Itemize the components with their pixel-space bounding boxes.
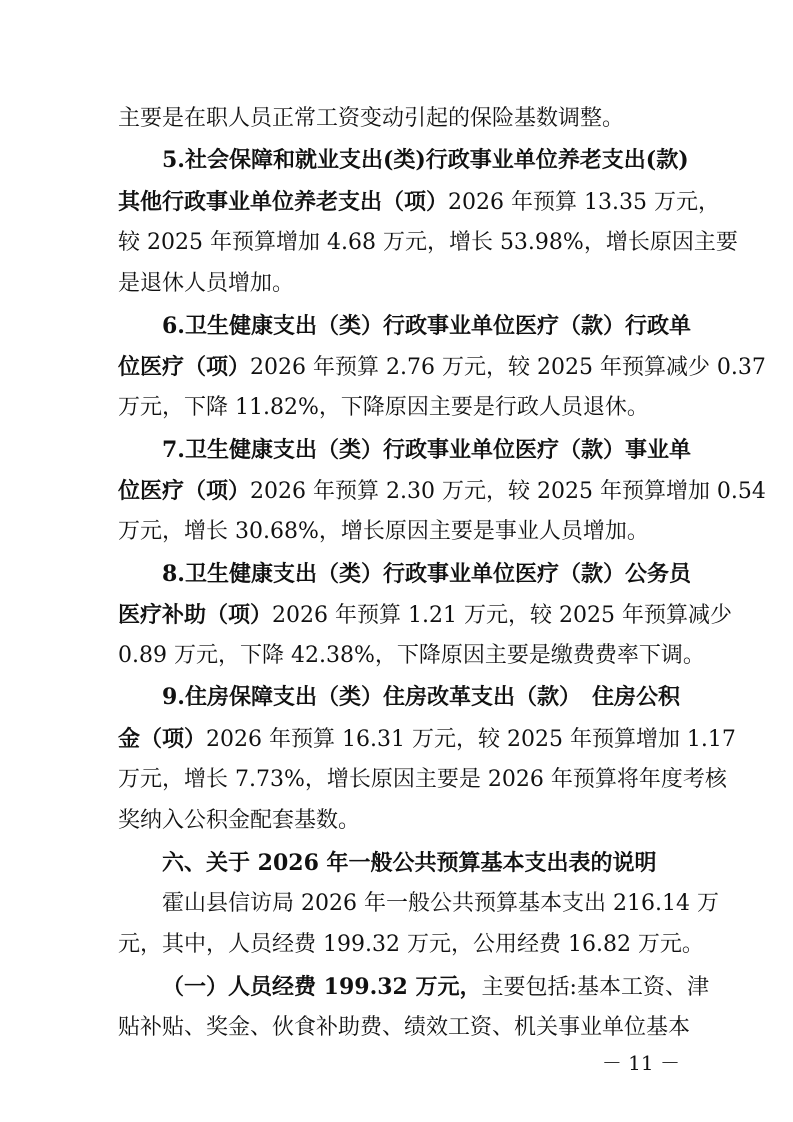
personnel-heading: （一）人员经费 199.32 万元， <box>162 974 482 1000</box>
personnel-line-1 <box>162 969 709 1005</box>
item-5-heading: 5.社会保障和就业支出(类)行政事业单位养老支出(款) <box>162 147 689 173</box>
item-7-amount: 2026 年预算 2.30 万元，较 2025 年预算增加 0.54 <box>250 479 766 504</box>
item-5-line-2 <box>118 184 720 220</box>
item-5-amount: 2026 年预算 13.35 万元， <box>448 190 720 215</box>
item-7-line-3: 万元，增长 30.68%，增长原因主要是事业人员增加。 <box>118 519 649 544</box>
personnel-line-2: 贴补贴、奖金、伙食补助费、绩效工资、机关事业单位基本 <box>118 1015 691 1040</box>
item-8-amount: 2026 年预算 1.21 万元，较 2025 年预算减少 <box>272 603 732 628</box>
item-9-heading-cont: 金（项） <box>118 726 207 752</box>
item-6-heading-cont: 位医疗（项） <box>118 354 251 380</box>
item-9-line-3: 万元，增长 7.73%，增长原因主要是 2026 年预算将年度考核 <box>118 767 727 792</box>
page-number: － 11 － <box>601 1051 680 1075</box>
item-6-line-3: 万元，下降 11.82%，下降原因主要是行政人员退休。 <box>118 395 649 420</box>
item-5-line-3: 较 2025 年预算增加 4.68 万元，增长 53.98%，增长原因主要 <box>118 230 738 255</box>
item-9-amount: 2026 年预算 16.31 万元，较 2025 年预算增加 1.17 <box>206 727 736 752</box>
personnel-text: 主要包括:基本工资、津 <box>481 975 709 1000</box>
item-8-line-2 <box>118 597 732 633</box>
item-9-line-2 <box>118 721 736 757</box>
item-5-heading-cont: 其他行政事业单位养老支出（项） <box>118 189 449 215</box>
item-9-line-4: 奖纳入公积金配套基数。 <box>118 808 361 833</box>
item-9-heading: 9.住房保障支出（类）住房改革支出（款） 住房公积 <box>162 684 680 710</box>
section-heading: 六、关于 2026 年一般公共预算基本支出表的说明 <box>162 850 657 876</box>
item-7-heading: 7.卫生健康支出（类）行政事业单位医疗（款）事业单 <box>162 437 691 463</box>
item-6-heading: 6.卫生健康支出（类）行政事业单位医疗（款）行政单 <box>162 313 691 339</box>
item-5-line-4: 是退休人员增加。 <box>118 271 295 296</box>
summary-line-2: 元，其中，人员经费 199.32 万元，公用经费 16.82 万元。 <box>118 932 704 957</box>
item-8-heading-cont: 医疗补助（项） <box>118 602 273 628</box>
item-7-heading-cont: 位医疗（项） <box>118 478 251 504</box>
item-8-line-3: 0.89 万元，下降 42.38%，下降原因主要是缴费费率下调。 <box>118 643 705 668</box>
body-text-line: 主要是在职人员正常工资变动引起的保险基数调整。 <box>118 106 625 131</box>
item-8-heading: 8.卫生健康支出（类）行政事业单位医疗（款）公务员 <box>162 561 691 587</box>
item-6-amount: 2026 年预算 2.76 万元，较 2025 年预算减少 0.37 <box>250 355 766 380</box>
summary-line-1: 霍山县信访局 2026 年一般公共预算基本支出 216.14 万 <box>162 891 719 916</box>
item-7-line-2 <box>118 473 766 509</box>
item-6-line-2 <box>118 349 766 385</box>
